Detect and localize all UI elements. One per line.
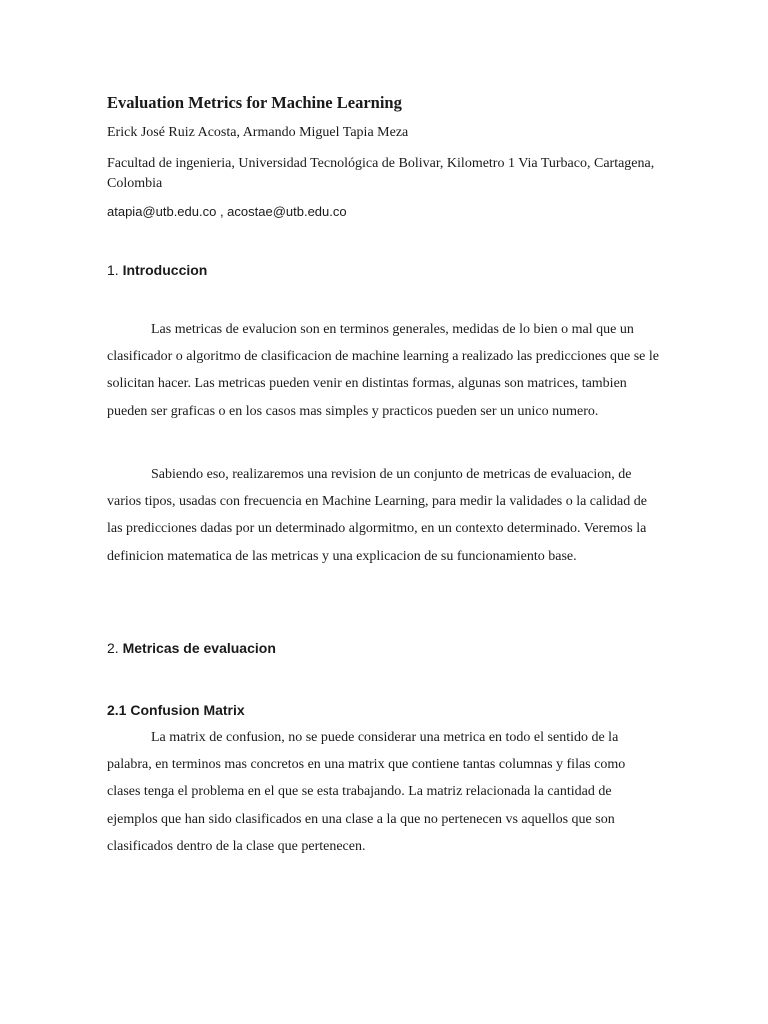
section-number: 1. — [107, 262, 119, 278]
paragraph-intro-1: Las metricas de evalucion son en terminos generales, medidas de lo bien o mal que un clasificador o algoritmo de clasificacion de machine learning a realizado las predicciones que se le solicitan hacer. Las metricas pueden venir en distintas formas, algunas son matrices, tambien pueden ser graficas o en los casos mas simples y practicos pueden ser un unico numero. — [107, 322, 659, 419]
paragraph-intro-2: Sabiendo eso, realizaremos una revision de un conjunto de metricas de evaluacion, de varios tipos, usadas con frecuencia en Machine Learning, para medir la validades o la calidad de las predicciones dadas por un determinado algormitmo, en un contexto determinado. Veremos la definicion matematica de las metricas y una explicacion de su funcionamiento base. — [107, 467, 647, 564]
subsection-heading-confusion-matrix: 2.1 Confusion Matrix — [107, 702, 245, 718]
contact-emails: atapia@utb.edu.co , acostae@utb.edu.co — [107, 204, 347, 219]
paper-title: Evaluation Metrics for Machine Learning — [107, 93, 402, 112]
affiliation: Facultad de ingenieria, Universidad Tecnológica de Bolivar, Kilometro 1 Via Turbaco, Cartagena, Colombia — [107, 156, 655, 191]
section-heading-metricas — [107, 640, 276, 656]
author-list: Erick José Ruiz Acosta, Armando Miguel Tapia Meza — [107, 125, 409, 140]
section-heading-introduccion — [107, 262, 207, 278]
section-title: Introduccion — [122, 262, 208, 278]
section-number: 2. — [107, 640, 119, 656]
paragraph-confusion-1: La matrix de confusion, no se puede considerar una metrica en todo el sentido de la palabra, en terminos mas concretos en una matrix que contiene tantas columnas y filas como clases tenga el problema en el que se esta trabajando. La matriz relacionada la cantidad de ejemplos que han sido clasificados en una clase a la que no pertenecen vs aquellos que son clasificados dentro de la clase que pertenecen. — [107, 730, 626, 854]
section-title: Metricas de evaluacion — [122, 640, 276, 656]
